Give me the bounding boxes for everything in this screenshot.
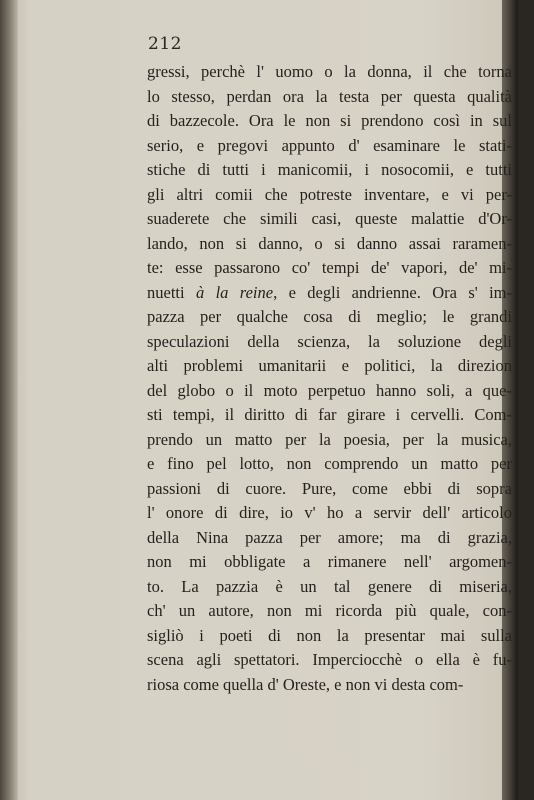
text-line: passioni di cuore. Pure, come ebbi di sopra — [147, 478, 512, 498]
text-line: di bazzecole. Ora le non si prendono così in sul — [147, 111, 512, 130]
text-line: lando, non si danno, o si danno assai raramen- — [147, 233, 512, 253]
text-line: suaderete che simili casi, queste malattie d'Or- — [147, 209, 512, 228]
text-line: l' onore di dire, io v' ho a servir dell' articolo — [147, 503, 512, 522]
text-line: serio, e pregovi appunto d' esaminare le stati- — [147, 135, 512, 155]
text-line: sigliò i poeti di non la presentar mai sulla — [147, 625, 512, 645]
text-line: scena agli spettatori. Imperciocchè o ella è fu- — [147, 650, 512, 669]
text-line: te: esse passarono co' tempi de' vapori, de' mi- — [147, 258, 512, 277]
page-gutter — [0, 0, 18, 800]
text-line: gli altri comii che potreste inventare, e vi per- — [147, 184, 512, 204]
text-line: lo stesso, perdan ora la testa per questa qualità — [147, 86, 512, 106]
body-text — [147, 60, 512, 697]
text-segment: , e degli andrienne. Ora s' im- — [273, 282, 513, 302]
page-number: 212 — [148, 34, 182, 54]
text-line: speculazioni della scienza, la soluzione degli — [147, 331, 512, 351]
text-segment: nuetti — [147, 282, 196, 302]
text-line: e fino pel lotto, non comprendo un matto per — [147, 454, 512, 473]
text-line: to. La pazzia è un tal genere di miseria, — [147, 576, 512, 596]
text-line: prendo un matto per la poesia, per la musica, — [147, 429, 512, 449]
text-line: riosa come quella d' Oreste, e non vi desta com- — [147, 674, 464, 694]
text-line: stiche di tutti i manicomii, i nosocomii, e tutti — [147, 160, 512, 179]
text-line: del globo o il moto perpetuo hanno soli, a que- — [147, 380, 512, 400]
italic-phrase: à la reine — [195, 282, 274, 302]
text-line: sti tempi, il diritto di far girare i cervelli. Com- — [147, 405, 512, 424]
text-line: ch' un autore, non mi ricorda più quale, con- — [147, 601, 512, 620]
text-line: alti problemi umanitarii e politici, la direzion — [147, 356, 512, 375]
text-line: gressi, perchè l' uomo o la donna, il che torna — [147, 62, 512, 81]
text-line: della Nina pazza per amore; ma di grazia, — [147, 527, 512, 547]
text-line: pazza per qualche cosa di meglio; le grandi — [147, 307, 512, 326]
text-line: non mi obbligate a rimanere nell' argomen- — [147, 552, 512, 571]
text-line — [147, 281, 512, 306]
